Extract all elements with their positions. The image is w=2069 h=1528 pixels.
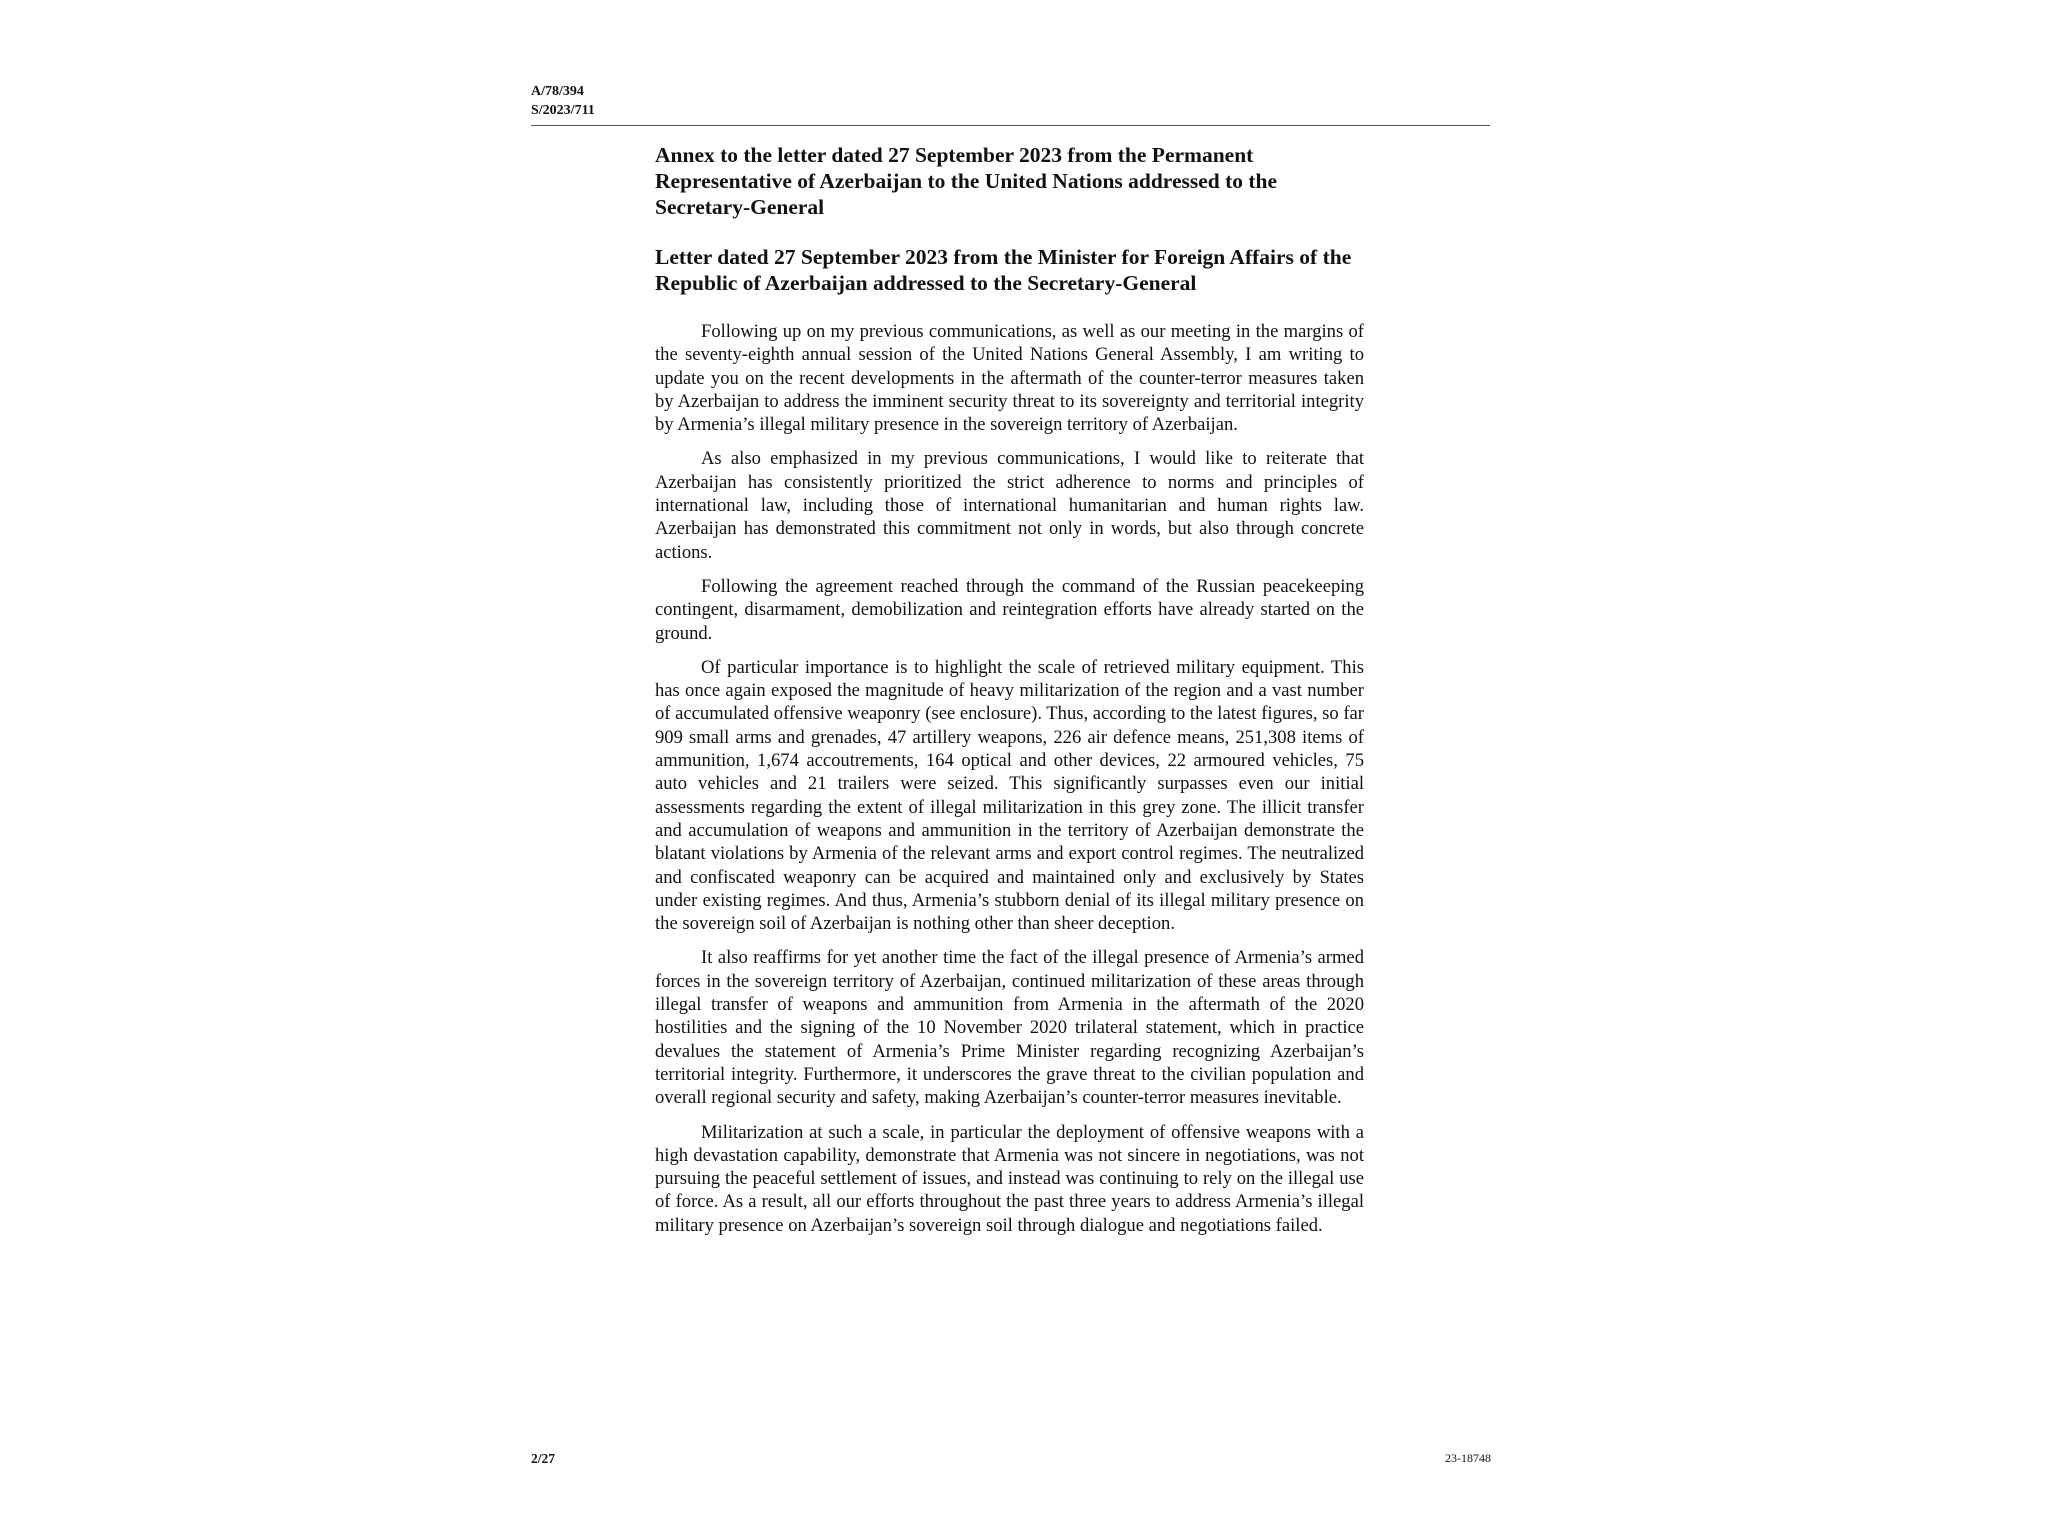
document-symbols [531,82,595,120]
page-number: 2/27 [531,1451,556,1466]
header-rule [531,125,1490,126]
document-symbol-security-council: S/2023/711 [531,103,595,118]
letter-heading: Letter dated 27 September 2023 from the Minister for Foreign Affairs of the Republic of Azerbaijan addressed to the Secretary-General [655,245,1352,295]
paragraph: It also reaffirms for yet another time the fact of the illegal presence of Armenia’s armed forces in the sovereign territory of Azerbaijan, continued militarization of these areas through illegal transfer of weapons and ammunition from Armenia in the aftermath of the 2020 hostilities and the signing of the 10 November 2020 trilateral statement, which in practice devalues the statement of Armenia’s Prime Minister regarding recognizing Azerbaijan’s territorial integrity. Furthermore, it underscores the grave threat to the civilian population and overall regional security and safety, making Azerbaijan’s counter-terror measures inevitable. [655,947,1364,1109]
paragraph: Following the agreement reached through the command of the Russian peacekeeping contingent, disarmament, demobilization and reintegration efforts have already started on the ground. [655,575,1364,644]
annex-heading: Annex to the letter dated 27 September 2023 from the Permanent Representative of Azerbaijan to the United Nations addressed to the Secretary-General [655,143,1278,219]
paragraph: As also emphasized in my previous communications, I would like to reiterate that Azerbaijan has consistently prioritized the strict adherence to norms and principles of international law, including those of international humanitarian and human rights law. Azerbaijan has demonstrated this commitment not only in words, but also through concrete actions. [655,448,1364,563]
document-number: 23-18748 [1445,1451,1491,1465]
paragraph: Following up on my previous communications, as well as our meeting in the margins of the seventy-eighth annual session of the United Nations General Assembly, I am writing to update you on the recent developments in the aftermath of the counter-terror measures taken by Azerbaijan to address the imminent security threat to its sovereignty and territorial integrity by Armenia’s illegal military presence in the sovereign territory of Azerbaijan. [655,321,1364,436]
document-symbol-general-assembly: A/78/394 [531,84,584,99]
paragraph: Militarization at such a scale, in particular the deployment of offensive weapons with a high devastation capability, demonstrate that Armenia was not sincere in negotiations, was not pursuing the peaceful settlement of issues, and instead was continuing to rely on the illegal use of force. As a result, all our efforts throughout the past three years to address Armenia’s illegal military presence on Azerbaijan’s sovereign soil through dialogue and negotiations failed. [655,1121,1364,1236]
document-body [655,142,1364,1248]
paragraph: Of particular importance is to highlight the scale of retrieved military equipment. This has once again exposed the magnitude of heavy militarization of the region and a vast number of accumulated offensive weaponry (see enclosure). Thus, according to the latest figures, so far 909 small arms and grenades, 47 artillery weapons, 226 air defence means, 251,308 items of ammunition, 1,674 accoutrements, 164 optical and other devices, 22 armoured vehicles, 75 auto vehicles and 21 trailers were seized. This significantly surpasses even our initial assessments regarding the extent of illegal militarization in this grey zone. The illicit transfer and accumulation of weapons and ammunition in the territory of Azerbaijan demonstrate the blatant violations by Armenia of the relevant arms and export control regimes. The neutralized and confiscated weaponry can be acquired and maintained only and exclusively by States under existing regimes. And thus, Armenia’s stubborn denial of its illegal military presence on the sovereign soil of Azerbaijan is nothing other than sheer deception. [655,656,1364,935]
